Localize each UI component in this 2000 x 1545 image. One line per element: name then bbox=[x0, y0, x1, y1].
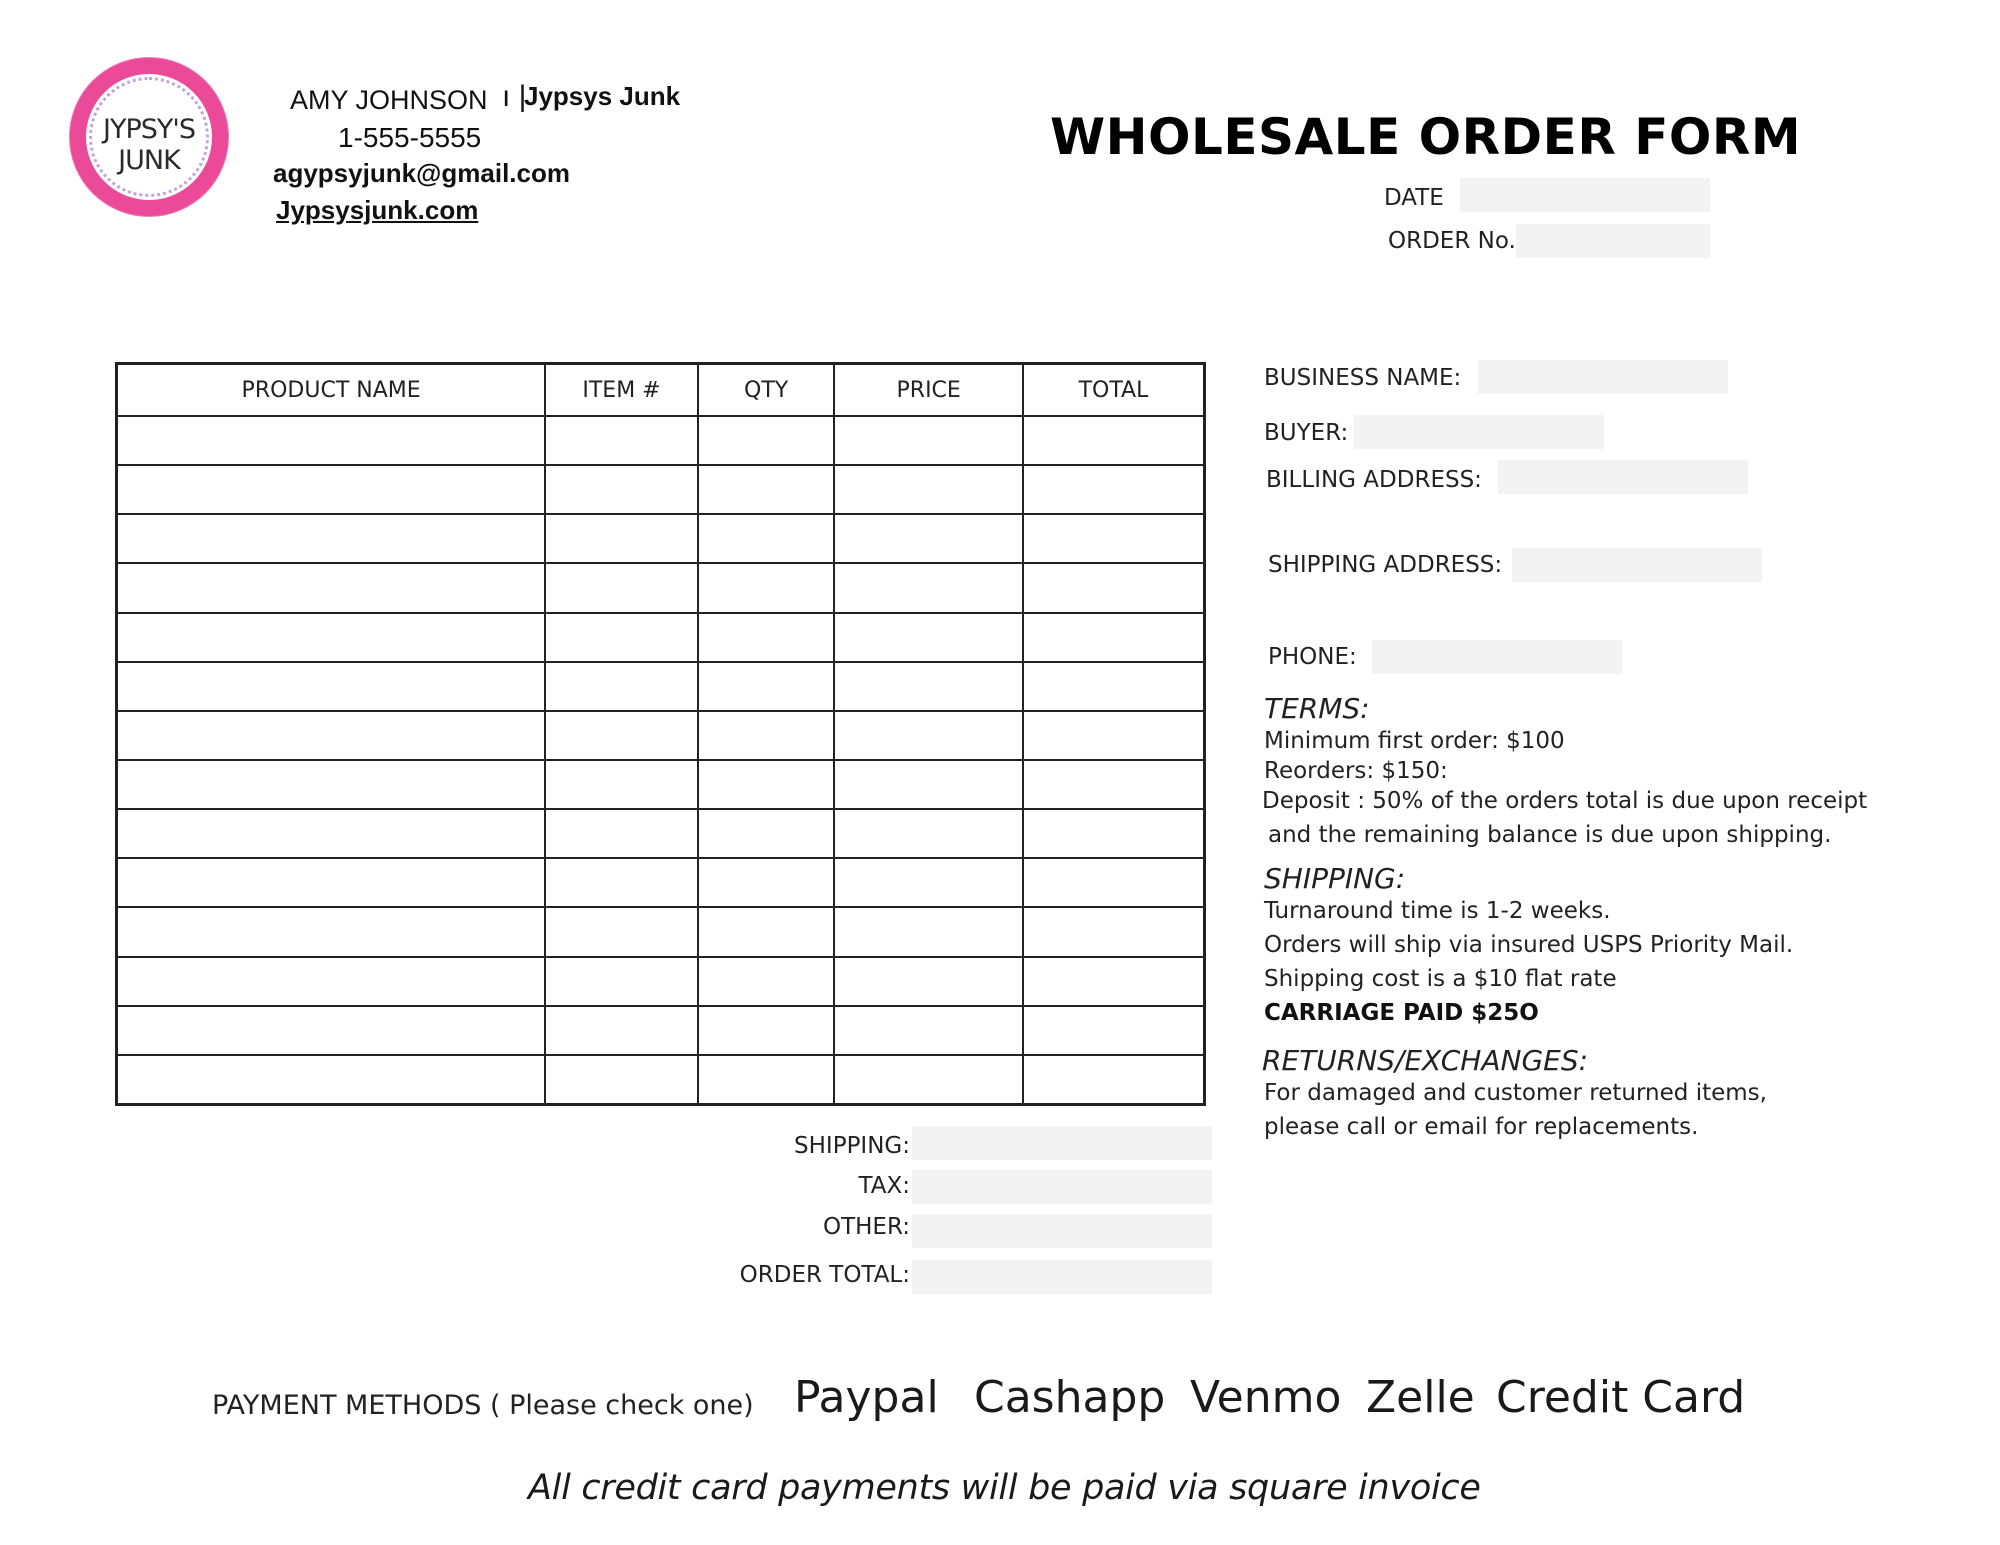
tax-field[interactable] bbox=[912, 1170, 1212, 1204]
business-name-field[interactable] bbox=[1478, 360, 1728, 394]
terms-line: Reorders: $150: bbox=[1264, 758, 1448, 784]
table-row bbox=[117, 416, 1205, 465]
shipping-line: Shipping cost is a $10 flat rate bbox=[1264, 966, 1617, 992]
column-header-product-name: PRODUCT NAME bbox=[117, 364, 546, 417]
column-header-price: PRICE bbox=[834, 364, 1023, 417]
total-cell[interactable] bbox=[1023, 809, 1205, 858]
order-no-field[interactable] bbox=[1516, 224, 1710, 258]
phone-field[interactable] bbox=[1372, 640, 1622, 674]
item-number-cell[interactable] bbox=[545, 662, 698, 711]
tax-label: TAX: bbox=[858, 1173, 910, 1199]
qty-cell[interactable] bbox=[698, 1055, 835, 1105]
billing-address-field[interactable] bbox=[1498, 460, 1748, 494]
item-number-cell[interactable] bbox=[545, 465, 698, 514]
payment-option-venmo[interactable]: Venmo bbox=[1190, 1372, 1342, 1423]
product-name-cell[interactable] bbox=[117, 1055, 546, 1105]
item-number-cell[interactable] bbox=[545, 1055, 698, 1105]
table-row bbox=[117, 563, 1205, 612]
phone-label: PHONE: bbox=[1268, 644, 1357, 670]
table-row bbox=[117, 957, 1205, 1006]
price-cell[interactable] bbox=[834, 465, 1023, 514]
billing-address-label: BILLING ADDRESS: bbox=[1266, 467, 1482, 493]
contact-separator: ı | bbox=[502, 80, 527, 113]
price-cell[interactable] bbox=[834, 809, 1023, 858]
total-cell[interactable] bbox=[1023, 514, 1205, 563]
product-name-cell[interactable] bbox=[117, 465, 546, 514]
brand-logo bbox=[70, 58, 228, 216]
qty-cell[interactable] bbox=[698, 858, 835, 907]
product-name-cell[interactable] bbox=[117, 1006, 546, 1055]
column-header-qty: QTY bbox=[698, 364, 835, 417]
price-cell[interactable] bbox=[834, 760, 1023, 809]
item-number-cell[interactable] bbox=[545, 760, 698, 809]
table-row bbox=[117, 858, 1205, 907]
item-number-cell[interactable] bbox=[545, 1006, 698, 1055]
contact-email: agypsyjunk@gmail.com bbox=[273, 158, 570, 188]
order-total-field[interactable] bbox=[912, 1260, 1212, 1294]
shipping-line: Turnaround time is 1-2 weeks. bbox=[1264, 898, 1611, 924]
product-name-cell[interactable] bbox=[117, 907, 546, 956]
column-header-item-number: ITEM # bbox=[545, 364, 698, 417]
table-row bbox=[117, 465, 1205, 514]
qty-cell[interactable] bbox=[698, 563, 835, 612]
qty-cell[interactable] bbox=[698, 809, 835, 858]
item-number-cell[interactable] bbox=[545, 613, 698, 662]
product-name-cell[interactable] bbox=[117, 563, 546, 612]
date-label: DATE bbox=[1384, 185, 1444, 211]
qty-cell[interactable] bbox=[698, 907, 835, 956]
shipping-address-field[interactable] bbox=[1512, 548, 1762, 582]
order-total-label: ORDER TOTAL: bbox=[739, 1262, 910, 1288]
product-name-cell[interactable] bbox=[117, 809, 546, 858]
qty-cell[interactable] bbox=[698, 465, 835, 514]
price-cell[interactable] bbox=[834, 711, 1023, 760]
total-cell[interactable] bbox=[1023, 563, 1205, 612]
other-field[interactable] bbox=[912, 1214, 1212, 1248]
table-row bbox=[117, 1055, 1205, 1105]
total-cell[interactable] bbox=[1023, 907, 1205, 956]
price-cell[interactable] bbox=[834, 514, 1023, 563]
price-cell[interactable] bbox=[834, 662, 1023, 711]
terms-line: Minimum first order: $100 bbox=[1264, 728, 1565, 754]
total-cell[interactable] bbox=[1023, 858, 1205, 907]
total-cell[interactable] bbox=[1023, 613, 1205, 662]
table-row bbox=[117, 662, 1205, 711]
table-row bbox=[117, 1006, 1205, 1055]
item-number-cell[interactable] bbox=[545, 858, 698, 907]
qty-cell[interactable] bbox=[698, 957, 835, 1006]
qty-cell[interactable] bbox=[698, 416, 835, 465]
table-row bbox=[117, 613, 1205, 662]
price-cell[interactable] bbox=[834, 1055, 1023, 1105]
item-number-cell[interactable] bbox=[545, 514, 698, 563]
total-cell[interactable] bbox=[1023, 760, 1205, 809]
terms-line: Deposit : 50% of the orders total is due upon receipt bbox=[1262, 788, 1868, 814]
buyer-field[interactable] bbox=[1354, 415, 1604, 449]
returns-line: please call or email for replacements. bbox=[1264, 1114, 1699, 1140]
qty-cell[interactable] bbox=[698, 760, 835, 809]
product-name-cell[interactable] bbox=[117, 514, 546, 563]
table-body bbox=[117, 416, 1205, 1105]
terms-heading: TERMS: bbox=[1264, 692, 1370, 725]
total-cell[interactable] bbox=[1023, 662, 1205, 711]
price-cell[interactable] bbox=[834, 613, 1023, 662]
price-cell[interactable] bbox=[834, 416, 1023, 465]
date-field[interactable] bbox=[1460, 178, 1710, 212]
contact-website-link[interactable]: Jypsysjunk.com bbox=[276, 195, 479, 225]
table-row bbox=[117, 809, 1205, 858]
contact-phone: 1-555-5555 bbox=[338, 122, 482, 153]
column-header-total: TOTAL bbox=[1023, 364, 1205, 417]
item-number-cell[interactable] bbox=[545, 957, 698, 1006]
buyer-label: BUYER: bbox=[1264, 420, 1349, 446]
total-cell[interactable] bbox=[1023, 1006, 1205, 1055]
business-name-label: BUSINESS NAME: bbox=[1264, 365, 1462, 391]
logo-text: JYPSY'S JUNK bbox=[103, 114, 195, 176]
product-name-cell[interactable] bbox=[117, 416, 546, 465]
qty-cell[interactable] bbox=[698, 514, 835, 563]
product-name-cell[interactable] bbox=[117, 711, 546, 760]
table-row bbox=[117, 760, 1205, 809]
total-cell[interactable] bbox=[1023, 957, 1205, 1006]
product-name-cell[interactable] bbox=[117, 957, 546, 1006]
returns-line: For damaged and customer returned items, bbox=[1264, 1080, 1767, 1106]
price-cell[interactable] bbox=[834, 563, 1023, 612]
order-no-label: ORDER No. bbox=[1388, 228, 1516, 254]
payment-footnote: All credit card payments will be paid via square invoice bbox=[528, 1468, 1481, 1508]
total-cell[interactable] bbox=[1023, 465, 1205, 514]
total-cell[interactable] bbox=[1023, 711, 1205, 760]
payment-option-zelle[interactable]: Zelle bbox=[1366, 1372, 1475, 1423]
item-number-cell[interactable] bbox=[545, 907, 698, 956]
shipping-total-label: SHIPPING: bbox=[794, 1133, 910, 1159]
qty-cell[interactable] bbox=[698, 613, 835, 662]
payment-option-cashapp[interactable]: Cashapp bbox=[974, 1372, 1166, 1423]
contact-name: AMY JOHNSON bbox=[290, 85, 488, 115]
item-number-cell[interactable] bbox=[545, 416, 698, 465]
other-label: OTHER: bbox=[822, 1214, 910, 1240]
qty-cell[interactable] bbox=[698, 662, 835, 711]
product-name-cell[interactable] bbox=[117, 662, 546, 711]
table-header-row bbox=[117, 364, 1205, 417]
table-row bbox=[117, 711, 1205, 760]
shipping-line: Orders will ship via insured USPS Priority Mail. bbox=[1264, 932, 1794, 958]
total-cell[interactable] bbox=[1023, 1055, 1205, 1105]
payment-option-paypal[interactable]: Paypal bbox=[794, 1372, 939, 1423]
price-cell[interactable] bbox=[834, 1006, 1023, 1055]
order-table bbox=[115, 362, 1206, 1106]
product-name-cell[interactable] bbox=[117, 760, 546, 809]
price-cell[interactable] bbox=[834, 957, 1023, 1006]
price-cell[interactable] bbox=[834, 907, 1023, 956]
qty-cell[interactable] bbox=[698, 1006, 835, 1055]
product-name-cell[interactable] bbox=[117, 613, 546, 662]
terms-line: and the remaining balance is due upon shipping. bbox=[1268, 822, 1832, 848]
shipping-address-label: SHIPPING ADDRESS: bbox=[1268, 552, 1503, 578]
price-cell[interactable] bbox=[834, 858, 1023, 907]
carriage-paid-text: CARRIAGE PAID $25O bbox=[1264, 1000, 1539, 1026]
page-title: WHOLESALE ORDER FORM bbox=[1050, 108, 1802, 166]
payment-methods-label: PAYMENT METHODS ( Please check one) bbox=[212, 1390, 754, 1421]
total-cell[interactable] bbox=[1023, 416, 1205, 465]
payment-option-credit-card[interactable]: Credit Card bbox=[1496, 1372, 1746, 1423]
item-number-cell[interactable] bbox=[545, 563, 698, 612]
returns-heading: RETURNS/EXCHANGES: bbox=[1262, 1044, 1589, 1077]
table-row bbox=[117, 907, 1205, 956]
item-number-cell[interactable] bbox=[545, 809, 698, 858]
qty-cell[interactable] bbox=[698, 711, 835, 760]
product-name-cell[interactable] bbox=[117, 858, 546, 907]
table-row bbox=[117, 514, 1205, 563]
contact-brand: Jypsys Junk bbox=[524, 81, 681, 111]
shipping-total-field[interactable] bbox=[912, 1126, 1212, 1160]
item-number-cell[interactable] bbox=[545, 711, 698, 760]
shipping-heading: SHIPPING: bbox=[1264, 862, 1406, 895]
